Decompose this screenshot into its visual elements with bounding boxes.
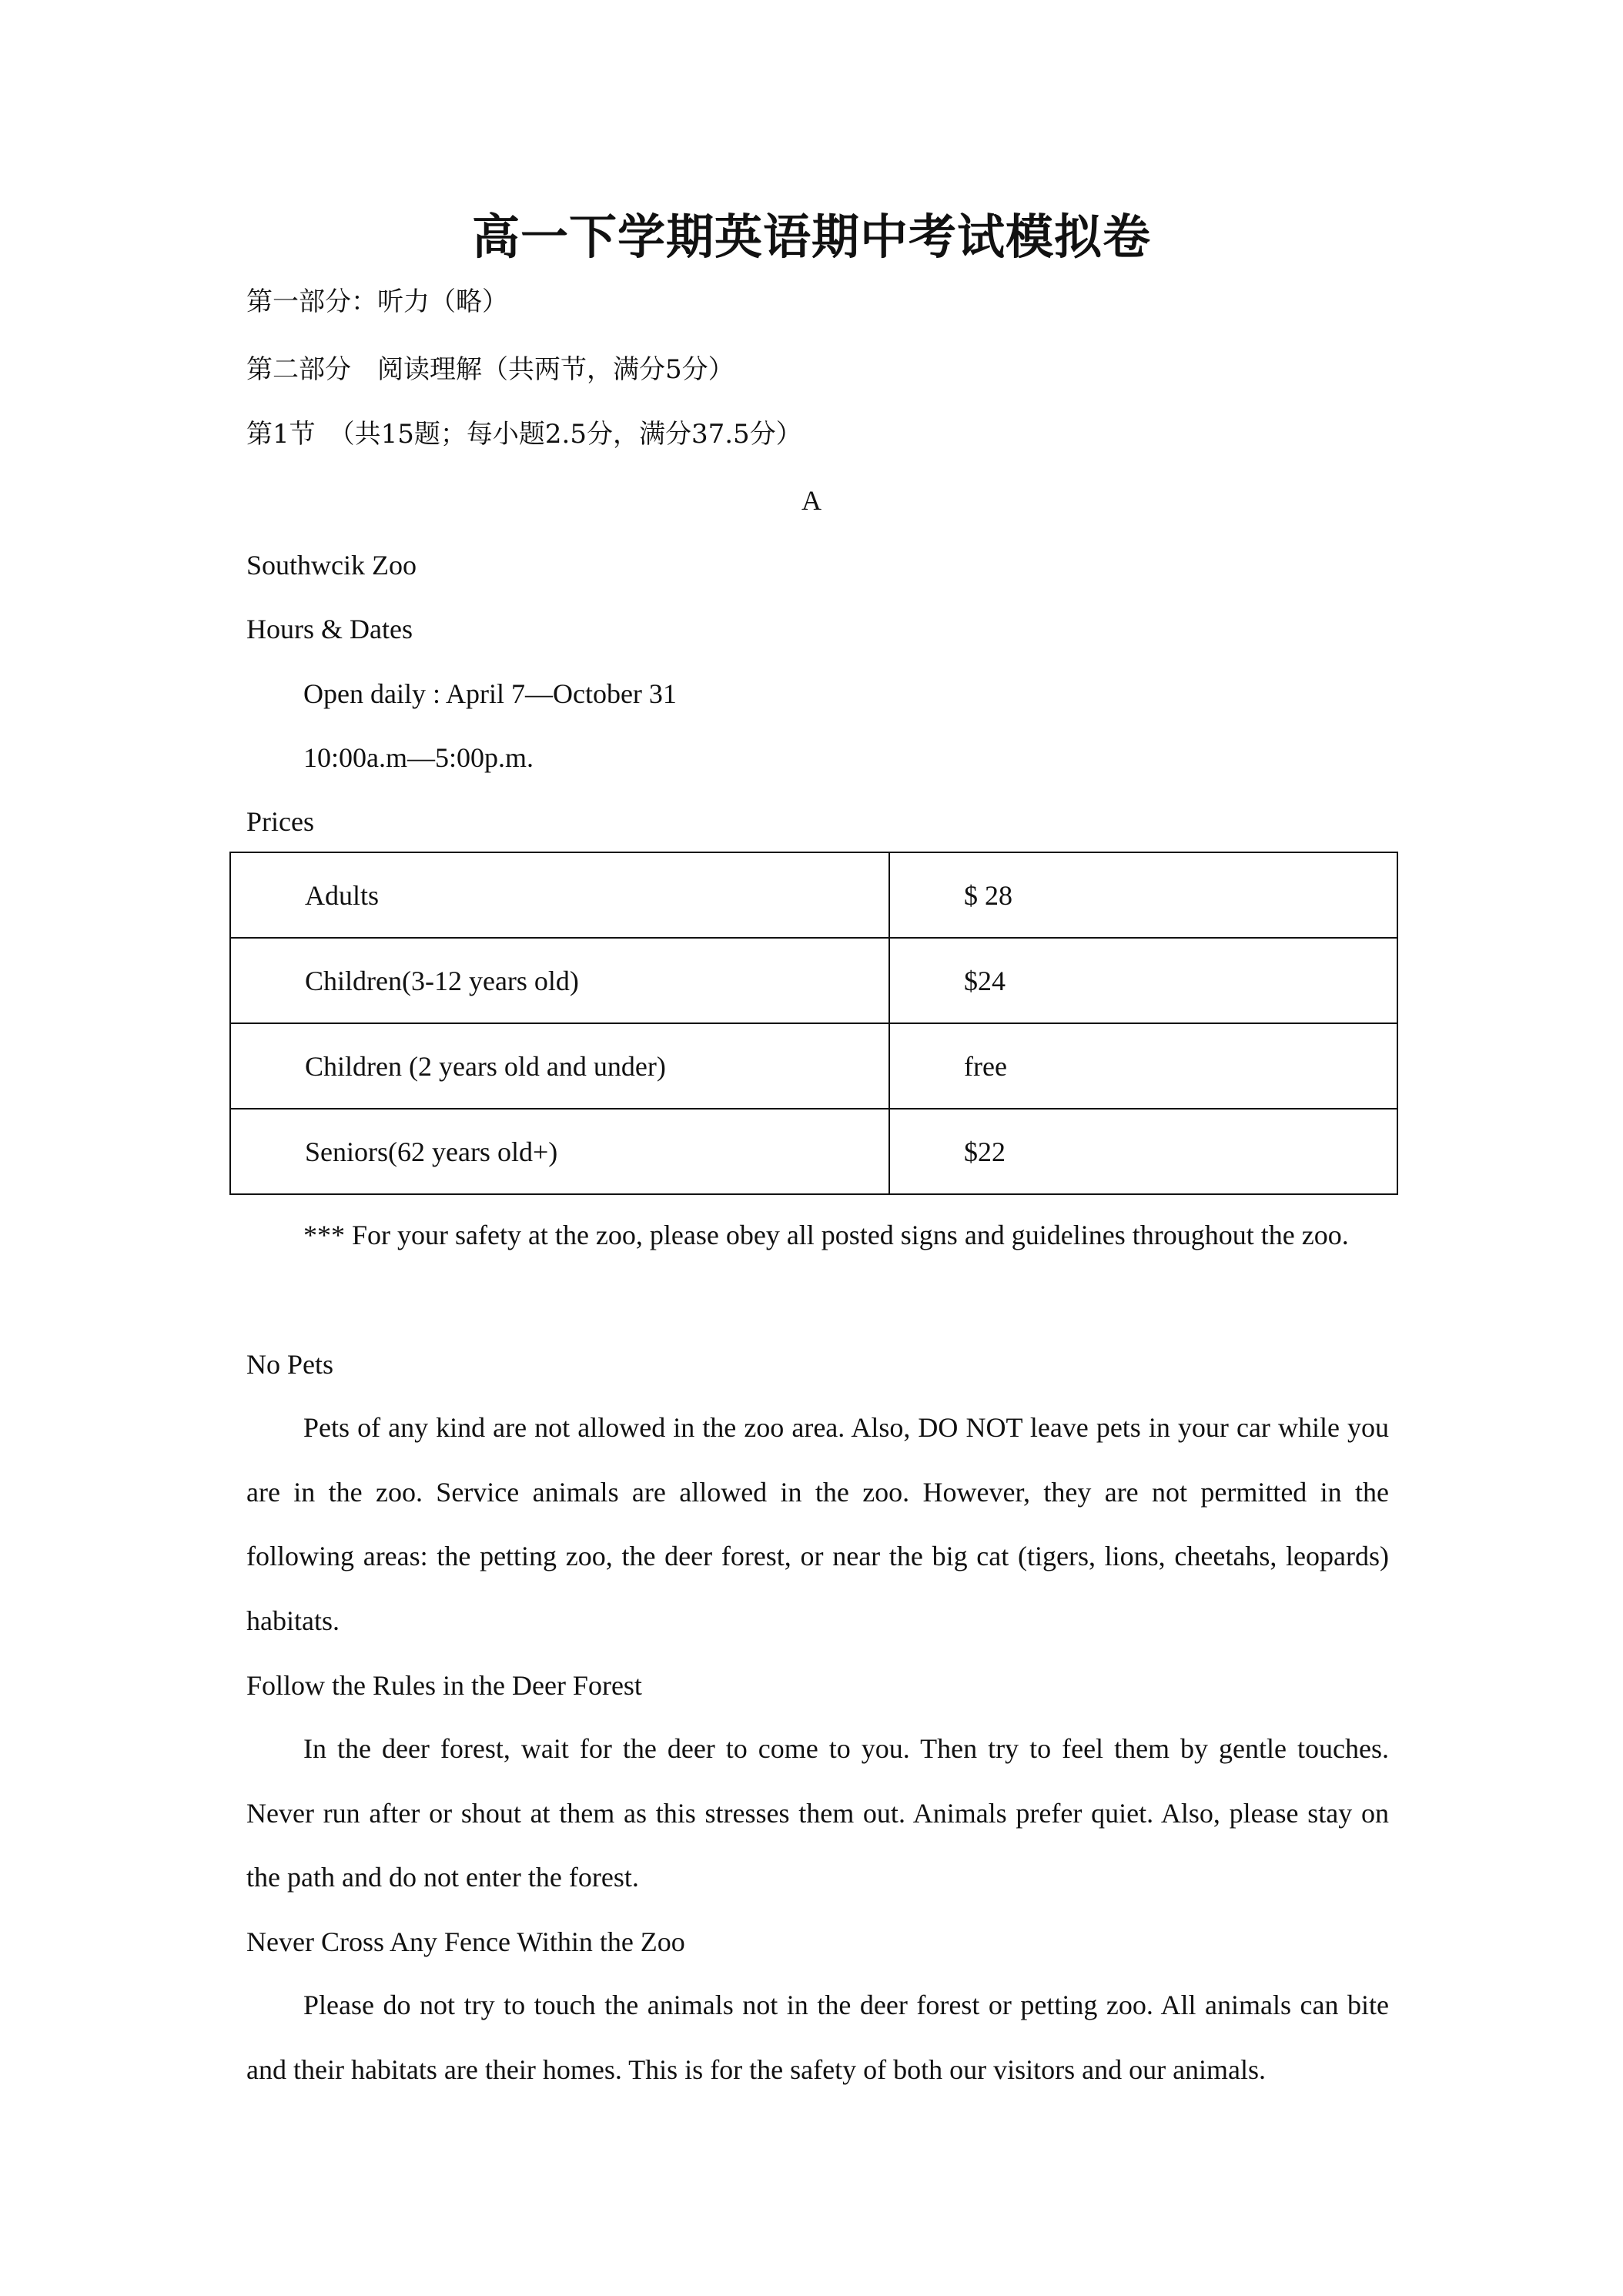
price-value-cell: free (889, 1023, 1397, 1109)
deer-forest-paragraph: In the deer forest, wait for the deer to come to you. Then try to feel them by gentle touches. Never run after or shout at them as this stresses them out. Animals prefer quiet. Also, please stay on the path and do not enter the forest. (246, 1733, 1389, 1893)
no-pets-paragraph: Pets of any kind are not allowed in the zoo area. Also, DO NOT leave pets in your car while you are in the zoo. Service animals are allowed in the zoo. However, they are not permitted in the following areas: the petting zoo, the deer forest, or near the big cat (tigers, lions, cheetahs, leopards) habitats. (246, 1412, 1389, 1636)
price-category-cell: Children(3-12 years old) (230, 938, 889, 1023)
price-value-cell: $ 28 (889, 852, 1397, 938)
deer-forest-heading: Follow the Rules in the Deer Forest (246, 1670, 642, 1701)
part-two-heading: 第二部分 阅读理解（共两节，满分5分） (246, 354, 735, 385)
page-title: 高一下学期英语期中考试模拟卷 (471, 209, 1151, 265)
fence-heading: Never Cross Any Fence Within the Zoo (246, 1926, 685, 1957)
price-value-cell: $24 (889, 938, 1397, 1023)
fence-paragraph: Please do not try to touch the animals not in the deer forest or petting zoo. All animals can bite and their habitats are their homes. This is for the safety of both our visitors and our animals. (246, 1990, 1389, 2085)
table-row (230, 1109, 1397, 1194)
hours-text: 10:00a.m—5:00p.m. (303, 742, 534, 773)
no-pets-heading: No Pets (246, 1349, 334, 1380)
hours-heading: Hours & Dates (246, 614, 413, 644)
open-daily-text: Open daily : April 7—October 31 (303, 678, 677, 709)
price-category-cell: Seniors(62 years old+) (230, 1109, 889, 1194)
table-row (230, 852, 1397, 938)
prices-table (229, 852, 1398, 1195)
part-one-heading: 第一部分：听力（略） (246, 286, 508, 317)
zoo-name: Southwcik Zoo (246, 550, 417, 581)
table-row (230, 1023, 1397, 1109)
price-category-cell: Children (2 years old and under) (230, 1023, 889, 1109)
passage-label: A (801, 485, 822, 516)
price-value-cell: $22 (889, 1109, 1397, 1194)
section-one-heading: 第1节 （共15题；每小题2.5分，满分37.5分） (246, 419, 802, 450)
price-category-cell: Adults (230, 852, 889, 938)
safety-note: *** For your safety at the zoo, please obey all posted signs and guidelines throughout the zoo. (303, 1220, 1349, 1250)
table-row (230, 938, 1397, 1023)
prices-heading: Prices (246, 806, 314, 837)
